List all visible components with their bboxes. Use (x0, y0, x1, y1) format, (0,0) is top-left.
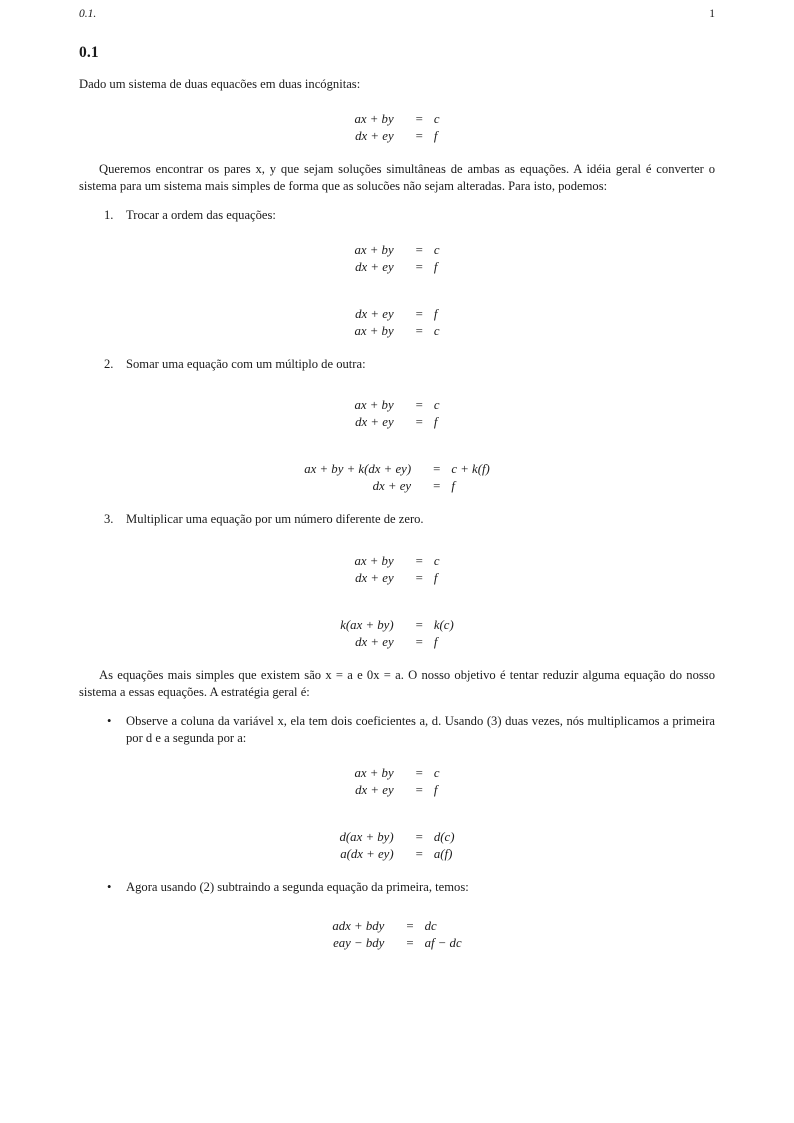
equation-lhs: ax + by (354, 323, 394, 338)
equation-rhs: k(c) (433, 618, 454, 633)
running-header-section: 0.1. (79, 8, 97, 20)
equation-table (340, 617, 454, 651)
equation-relation: = (415, 306, 423, 321)
equation-block-step3-after (79, 617, 715, 651)
equation-block-step1-after (79, 306, 715, 340)
equation-lhs: dx + ey (372, 479, 412, 494)
equation-lhs: ax + by (354, 398, 394, 413)
equation-rhs: f (433, 306, 438, 321)
equation-lhs: dx + ey (355, 415, 394, 430)
equation-block-bullet1-after (79, 829, 715, 863)
equation-rhs: c (433, 765, 440, 780)
equation-relation: = (415, 323, 423, 338)
equation-block-bullet2-after (79, 918, 715, 952)
equation-rhs: c (433, 554, 440, 569)
page-number: 1 (709, 8, 715, 20)
equation-row (354, 323, 439, 340)
equation-rhs: dc (424, 918, 437, 933)
equation-row (340, 846, 455, 863)
equation-relation: = (415, 554, 423, 569)
equation-lhs: ax + by + k(dx + ey) (304, 462, 412, 477)
equation-lhs: dx + ey (355, 259, 394, 274)
equation-relation: = (415, 111, 423, 126)
step-item-2 (79, 356, 715, 373)
equation-block-step3-before (79, 553, 715, 587)
equation-rhs: f (433, 635, 438, 650)
equation-lhs: adx + bdy (332, 918, 385, 933)
equation-relation: = (415, 765, 423, 780)
equation-relation: = (415, 618, 423, 633)
equation-lhs: dx + ey (355, 571, 394, 586)
steps-list (79, 207, 715, 652)
step-text: Multiplicar uma equação por um número diferente de zero. (126, 512, 424, 527)
equation-table (340, 829, 455, 863)
equation-lhs: ax + by (354, 765, 394, 780)
equation-row (340, 617, 454, 634)
equation-row (354, 128, 439, 145)
equation-block-step2-after (79, 461, 715, 495)
equation-table (354, 553, 439, 587)
equation-rhs: d(c) (433, 829, 455, 844)
equation-row (340, 829, 455, 846)
equation-table (332, 918, 461, 952)
equation-lhs: ax + by (354, 111, 394, 126)
bullet-icon: • (107, 879, 112, 894)
equation-row (332, 918, 461, 935)
equation-table (304, 461, 490, 495)
strategy-list (79, 713, 715, 952)
equation-rhs: f (433, 782, 438, 797)
equation-relation: = (406, 918, 414, 933)
equation-relation: = (415, 415, 423, 430)
equation-rhs: a(f) (433, 846, 453, 861)
equation-row (354, 242, 439, 259)
bullet-icon: • (107, 714, 112, 728)
equation-lhs: d(ax + by) (339, 829, 394, 844)
equation-rhs: c (433, 398, 440, 413)
equation-rhs: f (451, 479, 455, 494)
equation-relation: = (415, 635, 423, 650)
equation-row (354, 397, 439, 414)
equation-row (340, 634, 454, 651)
paragraph-simplest-equations: As equações mais simples que existem são x = a e 0x = a. O nosso objetivo é tentar reduzir alguma equação do nosso sistema a essas equações. A estratégia geral é: (79, 668, 715, 700)
step-marker: 1. (104, 207, 114, 222)
equation-table (354, 111, 439, 145)
equation-lhs: a(dx + ey) (340, 846, 394, 861)
equation-lhs: dx + ey (355, 635, 394, 650)
equation-row (354, 111, 439, 128)
equation-rhs: c + k(f) (451, 462, 490, 477)
equation-rhs: af − dc (424, 935, 462, 950)
equation-rhs: f (433, 259, 438, 274)
equation-rhs: c (433, 242, 440, 257)
equation-lhs: dx + ey (355, 128, 394, 143)
equation-row (354, 414, 439, 431)
equation-rhs: c (433, 111, 440, 126)
equation-relation: = (415, 242, 423, 257)
equation-row (304, 478, 490, 495)
equation-table (354, 765, 439, 799)
equation-row (332, 935, 461, 952)
equation-row (354, 765, 439, 782)
equation-rhs: c (433, 323, 440, 338)
equation-relation: = (415, 128, 423, 143)
paragraph-intro: Dado um sistema de duas equacões em duas incógnitas: (79, 77, 361, 91)
equation-row (354, 306, 439, 323)
equation-relation: = (415, 829, 423, 844)
equation-relation: = (415, 398, 423, 413)
equation-relation: = (415, 259, 423, 274)
bullet-text: Agora usando (2) subtraindo a segunda equação da primeira, temos: (126, 879, 469, 894)
equation-row (304, 461, 490, 478)
equation-lhs: ax + by (354, 554, 394, 569)
document-body (79, 44, 715, 952)
equation-relation: = (415, 571, 423, 586)
equation-row (354, 570, 439, 587)
equation-relation: = (415, 846, 423, 861)
equation-relation: = (406, 935, 414, 950)
bullet-item-2 (79, 879, 715, 896)
equation-relation: = (433, 462, 441, 477)
equation-lhs: dx + ey (355, 306, 394, 321)
equation-relation: = (433, 479, 441, 494)
step-text: Somar uma equação com um múltiplo de outra: (126, 356, 366, 371)
bullet-text: Observe a coluna da variável x, ela tem dois coeficientes a, d. Usando (3) duas vezes, nós multiplicamos a primeira por d e a segunda por a: (126, 714, 715, 745)
equation-table (354, 306, 439, 340)
equation-row (354, 259, 439, 276)
equation-block-step1-before (79, 242, 715, 276)
equation-row (354, 553, 439, 570)
paragraph-after-system: Queremos encontrar os pares x, y que sejam soluções simultâneas de ambas as equações. A idéia geral é converter o sistema para um sistema mais simples de forma que as solucões não sejam alteradas. Para isto, podemos: (79, 161, 715, 193)
step-text: Trocar a ordem das equações: (126, 207, 276, 222)
equation-block-system-base (79, 111, 715, 145)
step-item-1 (79, 207, 715, 224)
bullet-item-1 (79, 713, 715, 747)
equation-rhs: f (433, 571, 438, 586)
equation-rhs: f (433, 415, 438, 430)
step-item-3 (79, 511, 715, 528)
equation-block-step2-before (79, 397, 715, 431)
equation-block-bullet1-before (79, 765, 715, 799)
running-header (79, 8, 715, 24)
section-heading: 0.1 (79, 44, 99, 61)
equation-row (354, 782, 439, 799)
equation-rhs: f (433, 128, 438, 143)
equation-table (354, 397, 439, 431)
step-marker: 3. (104, 512, 114, 527)
equation-lhs: k(ax + by) (340, 618, 394, 633)
equation-table (354, 242, 439, 276)
equation-relation: = (415, 782, 423, 797)
step-marker: 2. (104, 356, 114, 371)
equation-lhs: eay − bdy (333, 935, 385, 950)
equation-lhs: dx + ey (355, 782, 394, 797)
equation-lhs: ax + by (354, 242, 394, 257)
